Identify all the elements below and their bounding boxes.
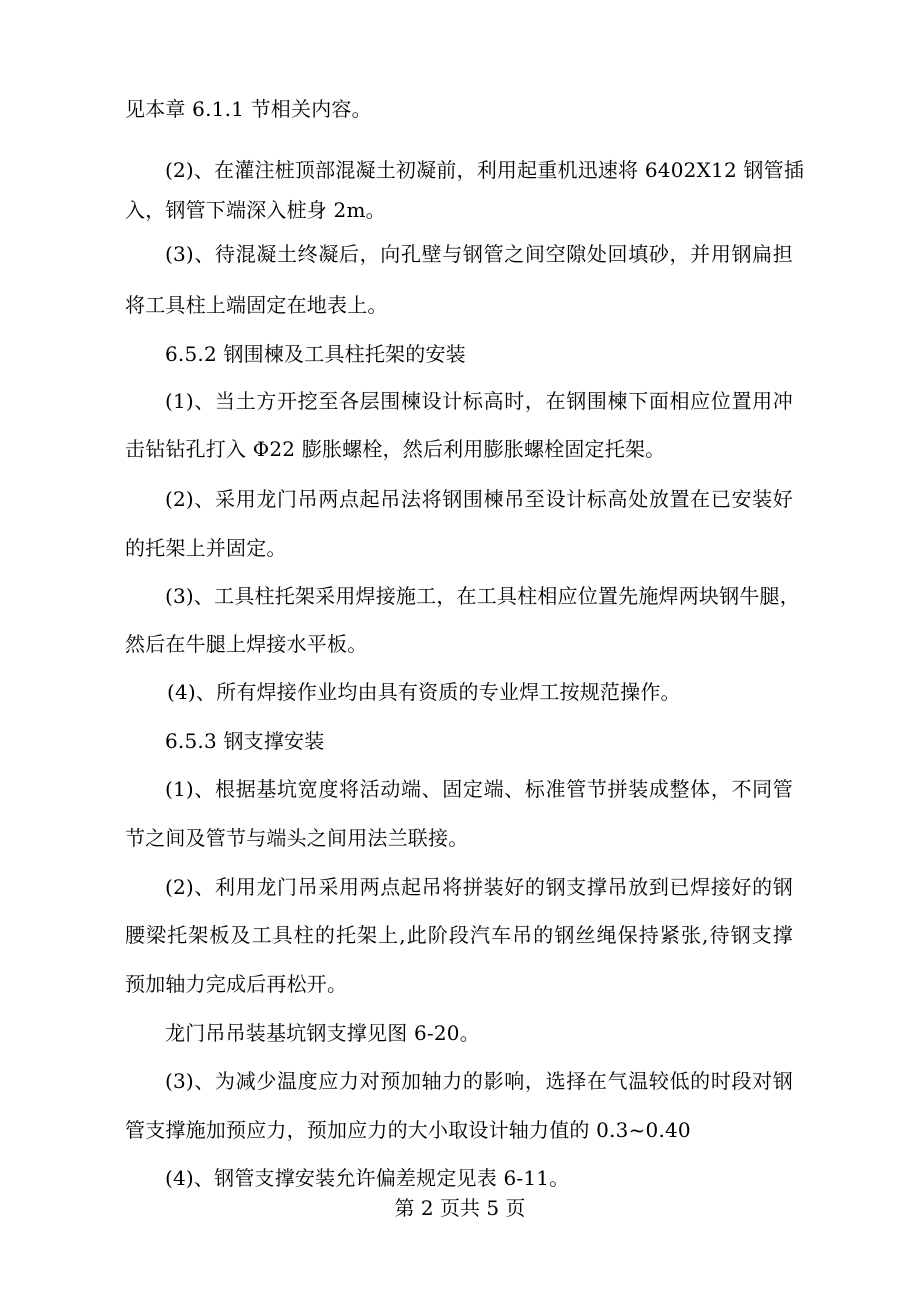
text-line-23: (4)、钢管支撑安装允许偏差规定见表 6-11。	[165, 1166, 570, 1190]
text-line-1: 见本章 6.1.1 节相关内容。	[125, 97, 372, 121]
text-line-18: 腰梁托架板及工具柱的托架上,此阶段汽车吊的钢丝绳保持紧张,待钢支撑	[125, 923, 793, 947]
text-line-20: 龙门吊吊装基坑钢支撑见图 6-20。	[165, 1021, 480, 1045]
text-line-13: (4)、所有焊接作业均由具有资质的专业焊工按规范操作。	[167, 680, 681, 704]
text-line-19: 预加轴力完成后再松开。	[125, 972, 348, 996]
text-line-11: (3)、工具柱托架采用焊接施工，在工具柱相应位置先施焊两块钢牛腿，	[165, 584, 800, 608]
text-line-21: (3)、为减少温度应力对预加轴力的影响，选择在气温较低的时段对钢	[165, 1069, 793, 1093]
text-line-4: (3)、待混凝土终凝后，向孔壁与钢管之间空隙处回填砂，并用钢扁担	[165, 242, 793, 266]
text-line-15: (1)、根据基坑宽度将活动端、固定端、标准管节拼装成整体，不同管	[165, 777, 793, 801]
text-line-12: 然后在牛腿上焊接水平板。	[125, 632, 368, 656]
text-line-7: (1)、当土方开挖至各层围楝设计标高时，在钢围楝下面相应位置用冲	[165, 389, 793, 413]
text-line-5: 将工具柱上端固定在地表上。	[125, 293, 388, 317]
section-heading-6-5-3: 6.5.3 钢支撑安装	[165, 729, 325, 753]
text-line-17: (2)、利用龙门吊采用两点起吊将拼装好的钢支撑吊放到已焊接好的钢	[165, 875, 793, 899]
text-line-2: (2)、在灌注桩顶部混凝土初凝前，利用起重机迅速将 6402X12 钢管插	[165, 158, 805, 182]
section-heading-6-5-2: 6.5.2 钢围楝及工具柱托架的安装	[165, 342, 466, 366]
text-line-22: 管支撑施加预应力，预加应力的大小取设计轴力值的 0.3~0.40	[125, 1118, 691, 1142]
text-line-8: 击钻钻孔打入 Φ22 膨胀螺栓，然后利用膨胀螺栓固定托架。	[125, 437, 666, 461]
text-line-10: 的托架上并固定。	[125, 536, 287, 560]
page-footer: 第 2 页共 5 页	[394, 1196, 526, 1220]
text-line-3: 入，钢管下端深入桩身 2m。	[125, 198, 386, 222]
text-line-9: (2)、采用龙门吊两点起吊法将钢围楝吊至设计标高处放置在已安装好	[165, 487, 793, 511]
text-line-16: 节之间及管节与端头之间用法兰联接。	[125, 826, 469, 850]
